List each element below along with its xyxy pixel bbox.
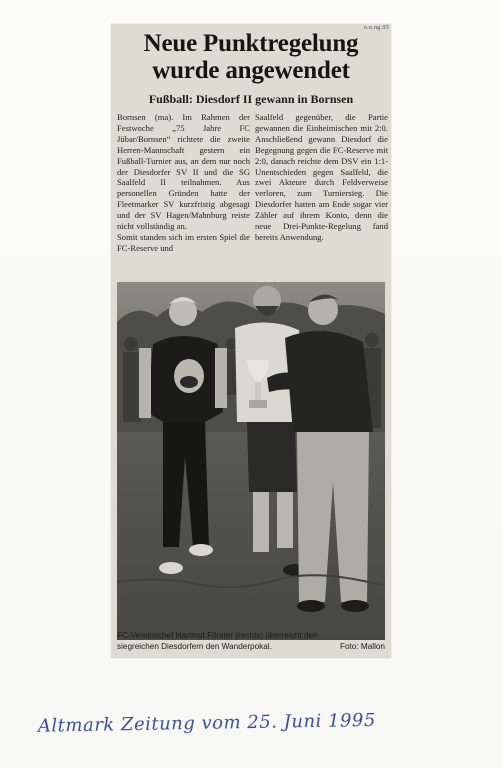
handwritten-source-note: Altmark Zeitung vom 25. Juni 1995 — [37, 709, 377, 737]
article-column-right: Saalfeld gegenüber, die Partie gewannen die Einheimischen mit 2:0. Anschließend gewann Diesdorf die Begegnung gegen die FC-Reserve mit 2:0, danach reichte dem DSV ein 1:1-Unentschieden gegen Saalfeld, die zwei Akteure durch Feldverweise verloren, zum Turniersieg. Die Diesdorfer hatten am Ende sogar vier Zähler auf ihrem Konto, denn die neue Drei-Punkte-Regelung fand bereits Anwendung. — [255, 112, 388, 242]
article-photo — [117, 282, 385, 640]
caption-line-2-row — [117, 641, 385, 652]
article-headline: Neue Punktregelung wurde angewendet — [143, 30, 359, 84]
caption-line-2: siegreichen Diesdorfern den Wanderpokal. — [117, 642, 272, 651]
article-subheadline: Fußball: Diesdorf II gewann in Bornsen — [148, 92, 354, 106]
caption-line-1: FC-Vereinschef Hartmut Förster (rechts) überreicht den — [117, 631, 318, 640]
newspaper-clipping — [111, 24, 391, 658]
photo-caption — [117, 630, 385, 652]
photo-credit: Foto: Mallon — [339, 642, 385, 651]
article-column-left: Bornsen (ma). Im Rahmen der Festwoche „75 Jahre FC Jübar/Bornsen“ richtete die zweite Herren-Mannschaft gestern ein Fußball-Turnier aus, an dem nur noch der Diesdorfer SV II und die SG Saalfeld II teilnahmen. Aus personellen Gründen hatte der Fleetmarker SV kurzfristig abgesagt und der SV Hagen/Mahnburg reiste nicht vollständig an. Somit standen sich im ersten Spiel die FC-Reserve und — [117, 112, 250, 253]
torn-date-fragment: o.u.ng.95 — [363, 25, 389, 31]
